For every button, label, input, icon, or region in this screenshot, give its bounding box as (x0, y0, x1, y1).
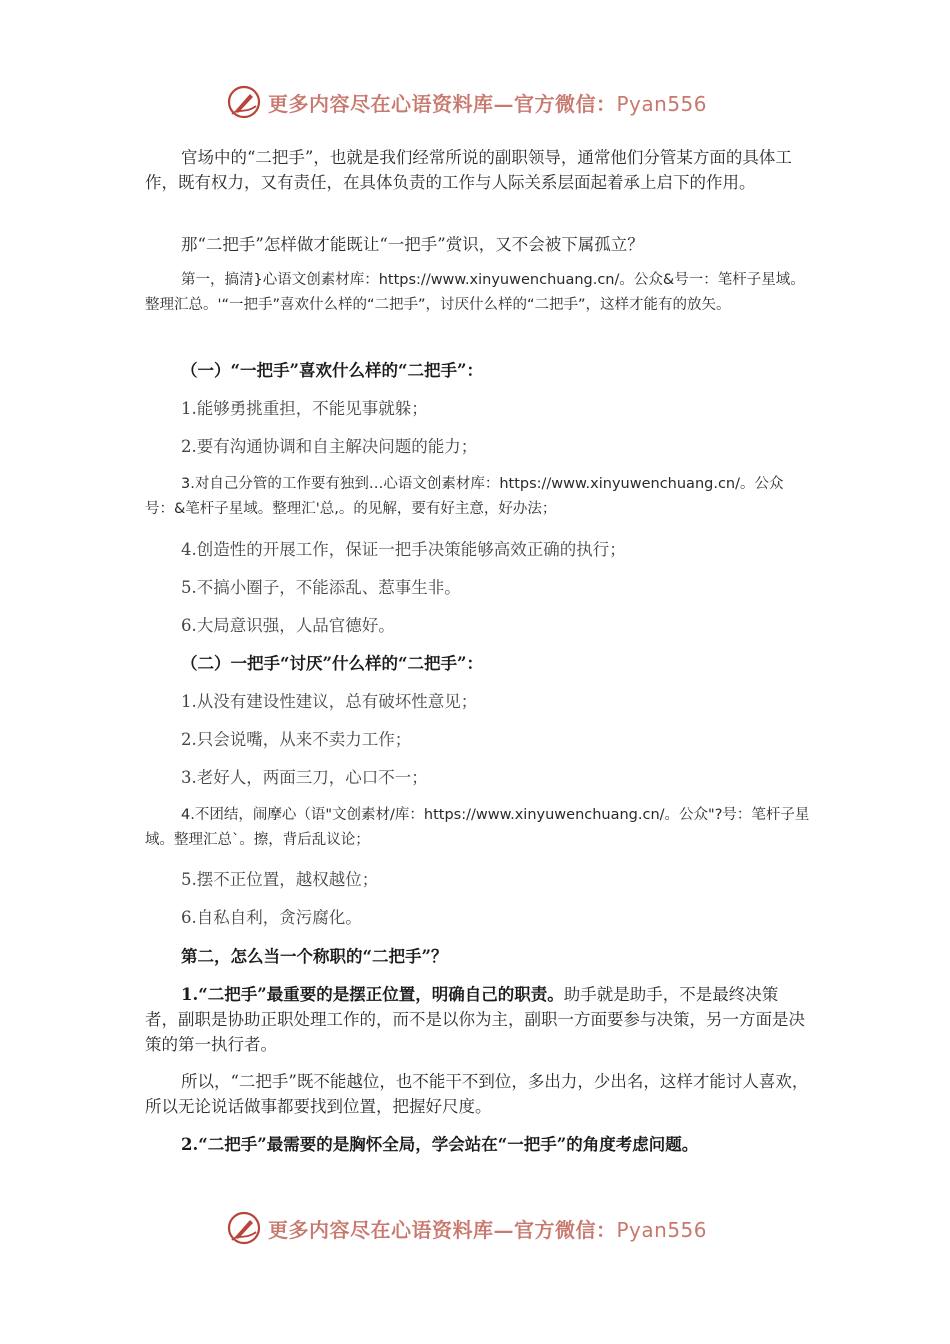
list-item: 4.不团结，闹摩心（语"文创素材/库：https://www.xinyuwenchuang.cn/。公众"?号：笔杆子星域。整理汇总`。擦，背后乱议论； (145, 807, 810, 848)
list-item: 5.不搞小圈子，不能添乱、惹事生非。 (181, 578, 461, 597)
footer-banner (0, 1208, 950, 1248)
list-item: 6.大局意识强，人品官德好。 (181, 616, 395, 635)
paragraph-so: 所以，“二把手”既不能越位，也不能干不到位，多出力，少出名，这样才能讨人喜欢，所以无论说话做事都要找到位置，把握好尺度。 (145, 1072, 809, 1116)
list-item: 2.只会说嘴，从来不卖力工作； (181, 730, 412, 749)
list-item: 4.创造性的开展工作，保证一把手决策能够高效正确的执行； (181, 540, 626, 559)
banner-text: 更多内容尽在心语资料库—官方微信：Pyan556 (268, 91, 708, 116)
list-item: 1.从没有建设性建议，总有破坏性意见； (181, 692, 478, 711)
pen-logo-icon (226, 1210, 262, 1246)
banner-text: 更多内容尽在心语资料库—官方微信：Pyan556 (268, 1217, 708, 1242)
heading-dislikes: （二）一把手“讨厌”什么样的“二把手”： (181, 654, 483, 673)
list-item: 3.老好人，两面三刀，心口不一； (181, 768, 428, 787)
list-item: 5.摆不正位置，越权越位； (181, 870, 379, 889)
pen-logo-icon (226, 84, 262, 120)
paragraph-overall: 2.“二把手”最需要的是胸怀全局，学会站在“一把手”的角度考虑问题。 (181, 1135, 699, 1154)
header-banner (0, 82, 950, 122)
paragraph-intro: 官场中的“二把手”，也就是我们经常所说的副职领导，通常他们分管某方面的具体工作，既有权力，又有责任，在具体负责的工作与人际关系层面起着承上启下的作用。 (145, 148, 792, 192)
paragraph-first: 第一，搞清}心语文创素材库：https://www.xinyuwenchuang.cn/。公众&号一：笔杆子星域。整理汇总。'“一把手”喜欢什么样的“二把手”，讨厌什么样的“二把手”，这样才能有的放矢。 (145, 272, 805, 313)
list-item: 1.能够勇挑重担，不能见事就躲； (181, 399, 428, 418)
list-item: 2.要有沟通协调和自主解决问题的能力； (181, 437, 478, 456)
heading-second: 第二，怎么当一个称职的“二把手”？ (181, 947, 448, 966)
list-item: 6.自私自利，贪污腐化。 (181, 908, 362, 927)
paragraph-question: 那“二把手”怎样做才能既让“一把手”赏识，又不会被下属孤立？ (181, 235, 644, 254)
heading-likes: （一）“一把手”喜欢什么样的“二把手”： (181, 361, 483, 380)
paragraph-position: 1.“二把手”最重要的是摆正位置，明确自己的职责。助手就是助手，不是最终决策者，副职是协助正职处理工作的，而不是以你为主，副职一方面要参与决策，另一方面是决策的第一执行者。 (145, 985, 805, 1054)
list-item: 3.对自己分管的工作要有独到…心语文创素材库：https://www.xinyuwenchuang.cn/。公众号：&笔杆子星域。整理汇'总,。的见解，要有好主意，好办法； (145, 476, 784, 517)
